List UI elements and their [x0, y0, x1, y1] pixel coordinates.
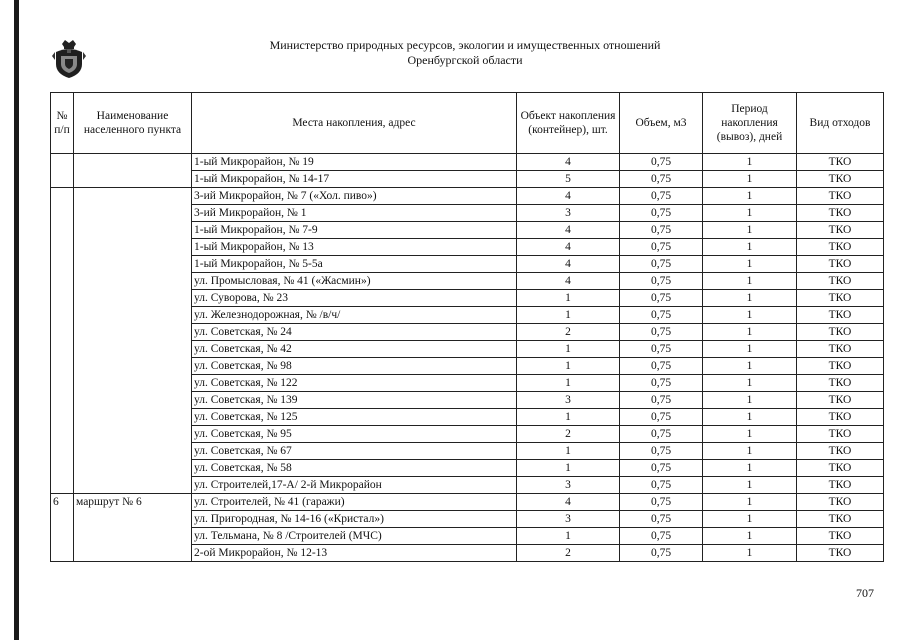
period-cell: 1 [703, 205, 797, 222]
header-region: Оренбургской области [407, 53, 523, 67]
address-cell: ул. Промысловая, № 41 («Жасмин») [192, 273, 517, 290]
table-row [51, 154, 884, 171]
waste-type-cell: ТКО [797, 409, 884, 426]
scan-border [14, 0, 19, 640]
volume-cell: 0,75 [620, 341, 703, 358]
col-header-volume: Объем, м3 [620, 93, 703, 154]
containers-cell: 4 [517, 154, 620, 171]
col-header-period: Период накопления (вывоз), дней [703, 93, 797, 154]
volume-cell: 0,75 [620, 324, 703, 341]
containers-cell: 3 [517, 392, 620, 409]
waste-type-cell: ТКО [797, 341, 884, 358]
volume-cell: 0,75 [620, 426, 703, 443]
document-header [190, 38, 740, 68]
period-cell: 1 [703, 477, 797, 494]
group-locality-cell [74, 154, 192, 188]
address-cell: ул. Советская, № 98 [192, 358, 517, 375]
col-header-locality: Наименование населенного пункта [74, 93, 192, 154]
period-cell: 1 [703, 358, 797, 375]
col-header-containers: Объект накопления (контейнер), шт. [517, 93, 620, 154]
containers-cell: 2 [517, 426, 620, 443]
containers-cell: 2 [517, 545, 620, 562]
address-cell: ул. Тельмана, № 8 /Строителей (МЧС) [192, 528, 517, 545]
address-cell: 1-ый Микрорайон, № 7-9 [192, 222, 517, 239]
period-cell: 1 [703, 443, 797, 460]
volume-cell: 0,75 [620, 511, 703, 528]
containers-cell: 3 [517, 205, 620, 222]
period-cell: 1 [703, 528, 797, 545]
containers-cell: 4 [517, 273, 620, 290]
volume-cell: 0,75 [620, 239, 703, 256]
group-locality-cell [74, 188, 192, 494]
waste-type-cell: ТКО [797, 273, 884, 290]
address-cell: ул. Советская, № 67 [192, 443, 517, 460]
table-header-row [51, 93, 884, 154]
containers-cell: 1 [517, 375, 620, 392]
volume-cell: 0,75 [620, 358, 703, 375]
volume-cell: 0,75 [620, 460, 703, 477]
period-cell: 1 [703, 188, 797, 205]
waste-type-cell: ТКО [797, 443, 884, 460]
containers-cell: 3 [517, 477, 620, 494]
containers-cell: 1 [517, 358, 620, 375]
col-header-waste-type: Вид отходов [797, 93, 884, 154]
group-locality-cell: маршрут № 6 [74, 494, 192, 562]
address-cell: 1-ый Микрорайон, № 13 [192, 239, 517, 256]
waste-type-cell: ТКО [797, 392, 884, 409]
address-cell: ул. Суворова, № 23 [192, 290, 517, 307]
group-number-cell: 6 [51, 494, 74, 562]
waste-type-cell: ТКО [797, 375, 884, 392]
containers-cell: 1 [517, 528, 620, 545]
address-cell: 1-ый Микрорайон, № 5-5а [192, 256, 517, 273]
containers-cell: 1 [517, 341, 620, 358]
containers-cell: 4 [517, 256, 620, 273]
waste-type-cell: ТКО [797, 324, 884, 341]
address-cell: ул. Советская, № 95 [192, 426, 517, 443]
header-ministry: Министерство природных ресурсов, экологии и имущественных отношений [269, 38, 661, 52]
waste-type-cell: ТКО [797, 154, 884, 171]
address-cell: ул. Советская, № 24 [192, 324, 517, 341]
volume-cell: 0,75 [620, 477, 703, 494]
col-header-address: Места накопления, адрес [192, 93, 517, 154]
address-cell: ул. Железнодорожная, № /в/ч/ [192, 307, 517, 324]
waste-type-cell: ТКО [797, 426, 884, 443]
volume-cell: 0,75 [620, 375, 703, 392]
volume-cell: 0,75 [620, 154, 703, 171]
address-cell: ул. Советская, № 122 [192, 375, 517, 392]
table-row [51, 188, 884, 205]
address-cell: 1-ый Микрорайон, № 19 [192, 154, 517, 171]
period-cell: 1 [703, 154, 797, 171]
waste-sites-table [50, 92, 884, 562]
waste-type-cell: ТКО [797, 494, 884, 511]
group-number-cell [51, 188, 74, 494]
containers-cell: 1 [517, 409, 620, 426]
period-cell: 1 [703, 256, 797, 273]
containers-cell: 4 [517, 494, 620, 511]
containers-cell: 2 [517, 324, 620, 341]
period-cell: 1 [703, 222, 797, 239]
containers-cell: 1 [517, 307, 620, 324]
waste-type-cell: ТКО [797, 222, 884, 239]
volume-cell: 0,75 [620, 443, 703, 460]
waste-type-cell: ТКО [797, 188, 884, 205]
waste-type-cell: ТКО [797, 528, 884, 545]
waste-type-cell: ТКО [797, 171, 884, 188]
address-cell: ул. Строителей,17-А/ 2-й Микрорайон [192, 477, 517, 494]
waste-type-cell: ТКО [797, 290, 884, 307]
volume-cell: 0,75 [620, 392, 703, 409]
waste-type-cell: ТКО [797, 460, 884, 477]
period-cell: 1 [703, 494, 797, 511]
col-header-num: № п/п [51, 93, 74, 154]
volume-cell: 0,75 [620, 545, 703, 562]
volume-cell: 0,75 [620, 494, 703, 511]
waste-type-cell: ТКО [797, 545, 884, 562]
waste-type-cell: ТКО [797, 477, 884, 494]
address-cell: ул. Советская, № 139 [192, 392, 517, 409]
volume-cell: 0,75 [620, 222, 703, 239]
volume-cell: 0,75 [620, 290, 703, 307]
volume-cell: 0,75 [620, 273, 703, 290]
waste-type-cell: ТКО [797, 358, 884, 375]
period-cell: 1 [703, 307, 797, 324]
volume-cell: 0,75 [620, 409, 703, 426]
containers-cell: 1 [517, 460, 620, 477]
page-number: 707 [856, 586, 874, 600]
waste-type-cell: ТКО [797, 205, 884, 222]
address-cell: 2-ой Микрорайон, № 12-13 [192, 545, 517, 562]
containers-cell: 1 [517, 443, 620, 460]
containers-cell: 4 [517, 239, 620, 256]
address-cell: ул. Советская, № 58 [192, 460, 517, 477]
containers-cell: 4 [517, 222, 620, 239]
period-cell: 1 [703, 239, 797, 256]
period-cell: 1 [703, 324, 797, 341]
volume-cell: 0,75 [620, 171, 703, 188]
coat-of-arms-icon [52, 38, 86, 80]
containers-cell: 3 [517, 511, 620, 528]
address-cell: ул. Строителей, № 41 (гаражи) [192, 494, 517, 511]
address-cell: ул. Советская, № 125 [192, 409, 517, 426]
volume-cell: 0,75 [620, 528, 703, 545]
address-cell: 1-ый Микрорайон, № 14-17 [192, 171, 517, 188]
period-cell: 1 [703, 341, 797, 358]
waste-type-cell: ТКО [797, 256, 884, 273]
period-cell: 1 [703, 545, 797, 562]
address-cell: 3-ий Микрорайон, № 7 («Хол. пиво») [192, 188, 517, 205]
address-cell: ул. Советская, № 42 [192, 341, 517, 358]
containers-cell: 4 [517, 188, 620, 205]
period-cell: 1 [703, 392, 797, 409]
waste-type-cell: ТКО [797, 307, 884, 324]
volume-cell: 0,75 [620, 307, 703, 324]
period-cell: 1 [703, 460, 797, 477]
volume-cell: 0,75 [620, 256, 703, 273]
period-cell: 1 [703, 273, 797, 290]
address-cell: 3-ий Микрорайон, № 1 [192, 205, 517, 222]
waste-type-cell: ТКО [797, 511, 884, 528]
containers-cell: 1 [517, 290, 620, 307]
period-cell: 1 [703, 511, 797, 528]
volume-cell: 0,75 [620, 205, 703, 222]
waste-type-cell: ТКО [797, 239, 884, 256]
address-cell: ул. Пригородная, № 14-16 («Кристал») [192, 511, 517, 528]
group-number-cell [51, 154, 74, 188]
volume-cell: 0,75 [620, 188, 703, 205]
period-cell: 1 [703, 375, 797, 392]
table-row [51, 494, 884, 511]
containers-cell: 5 [517, 171, 620, 188]
period-cell: 1 [703, 290, 797, 307]
period-cell: 1 [703, 426, 797, 443]
period-cell: 1 [703, 409, 797, 426]
period-cell: 1 [703, 171, 797, 188]
